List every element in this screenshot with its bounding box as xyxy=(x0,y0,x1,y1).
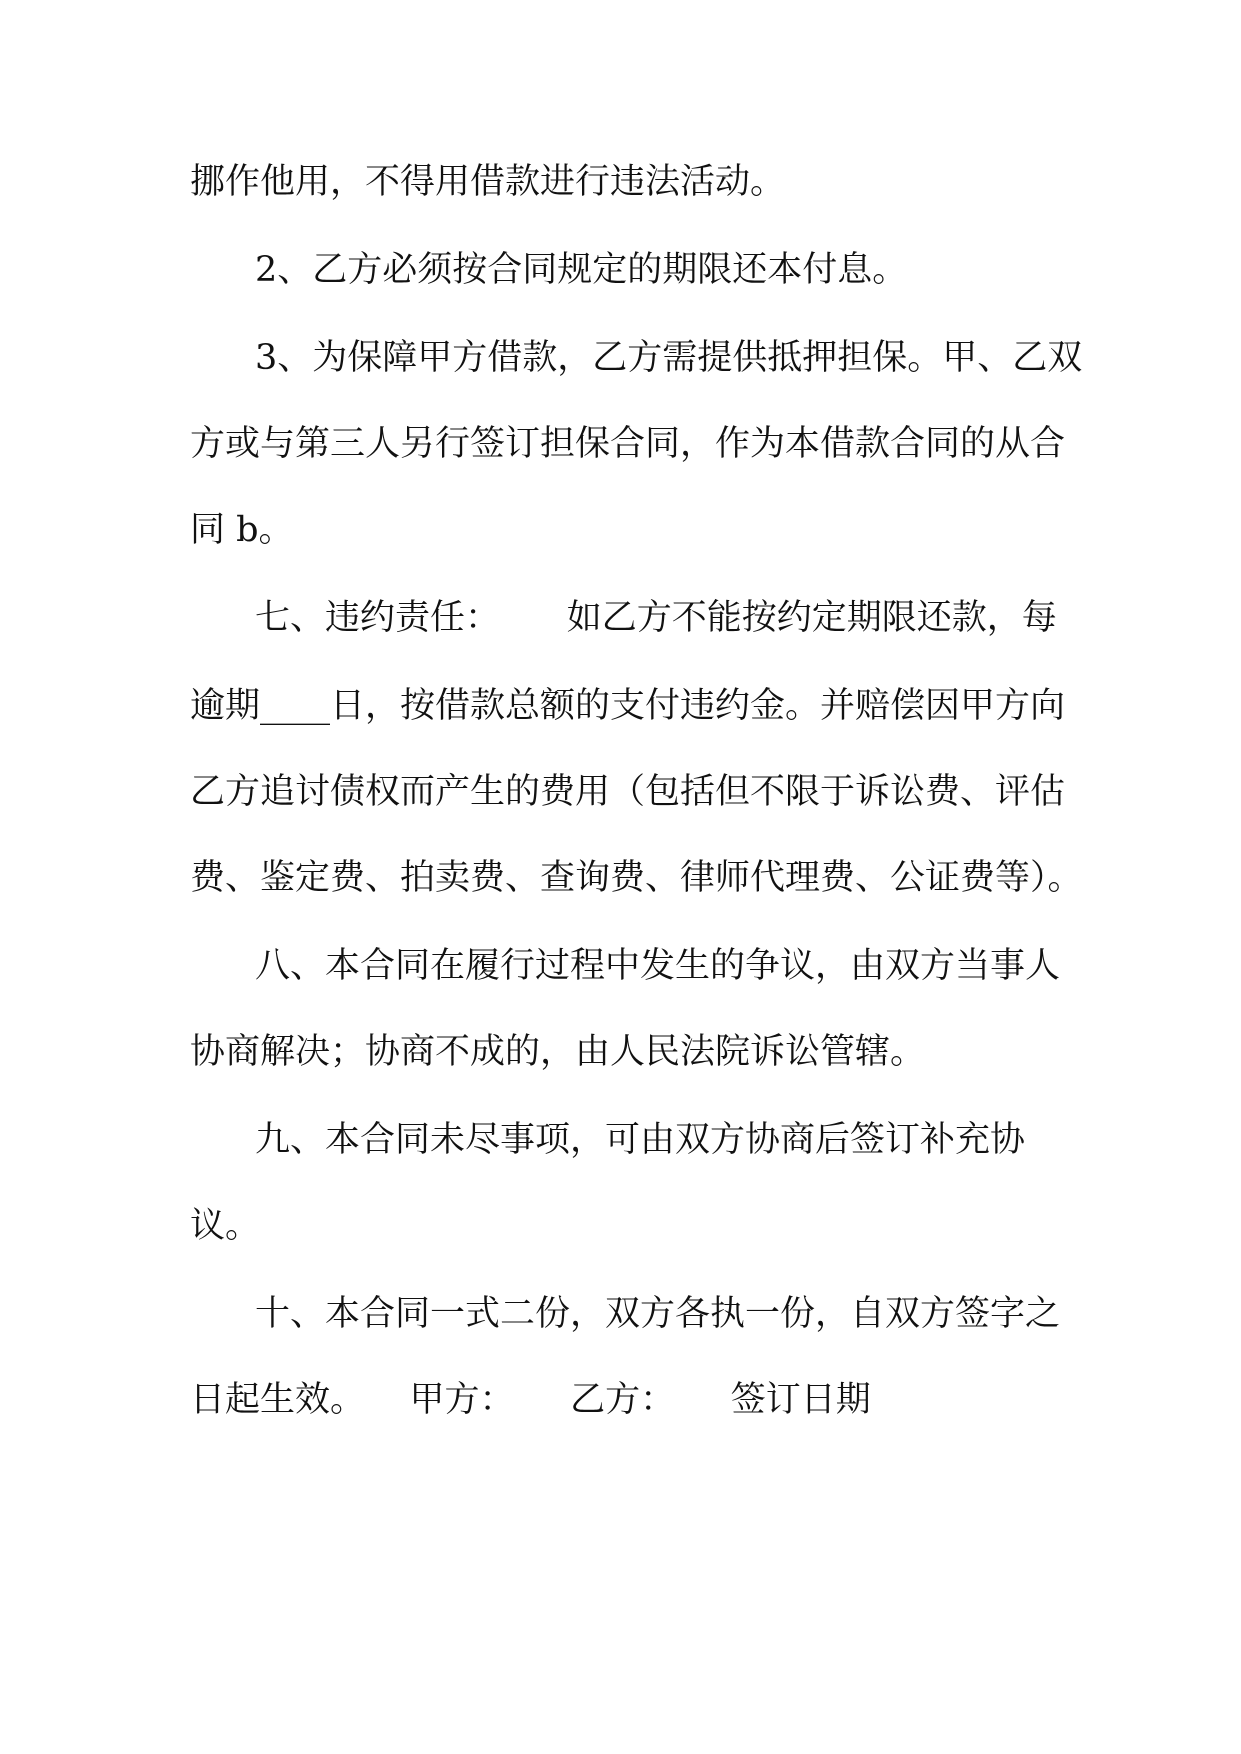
clause-copies: 十、本合同一式二份，双方各执一份，自双方签字之 xyxy=(255,1294,1061,1334)
text-line: 挪作他用，不得用借款进行违法活动。 xyxy=(190,162,786,202)
text-line: 费、鉴定费、拍卖费、查询费、律师代理费、公证费等）。 xyxy=(190,858,1083,898)
text-line: 同 b。 xyxy=(190,510,294,550)
clause-2: 2、乙方必须按合同规定的期限还本付息。 xyxy=(255,250,908,290)
clause-breach-liability: 七、违约责任： 如乙方不能按约定期限还款，每 xyxy=(255,598,1057,638)
text-line: 逾期____日，按借款总额的支付违约金。并赔偿因甲方向 xyxy=(190,686,1066,726)
text-line: 方或与第三人另行签订担保合同，作为本借款合同的从合 xyxy=(190,424,1066,464)
clause-supplementary: 九、本合同未尽事项，可由双方协商后签订补充协 xyxy=(255,1120,1026,1160)
text-line: 议。 xyxy=(190,1206,261,1246)
clause-dispute: 八、本合同在履行过程中发生的争议，由双方当事人 xyxy=(255,946,1061,986)
text-line: 协商解决；协商不成的，由人民法院诉讼管辖。 xyxy=(190,1032,926,1072)
text-line: 乙方追讨债权而产生的费用（包括但不限于诉讼费、评估 xyxy=(190,772,1066,812)
clause-3: 3、为保障甲方借款，乙方需提供抵押担保。甲、乙双 xyxy=(255,338,1083,378)
signature-line: 日起生效。 甲方： 乙方： 签订日期 xyxy=(190,1380,871,1420)
